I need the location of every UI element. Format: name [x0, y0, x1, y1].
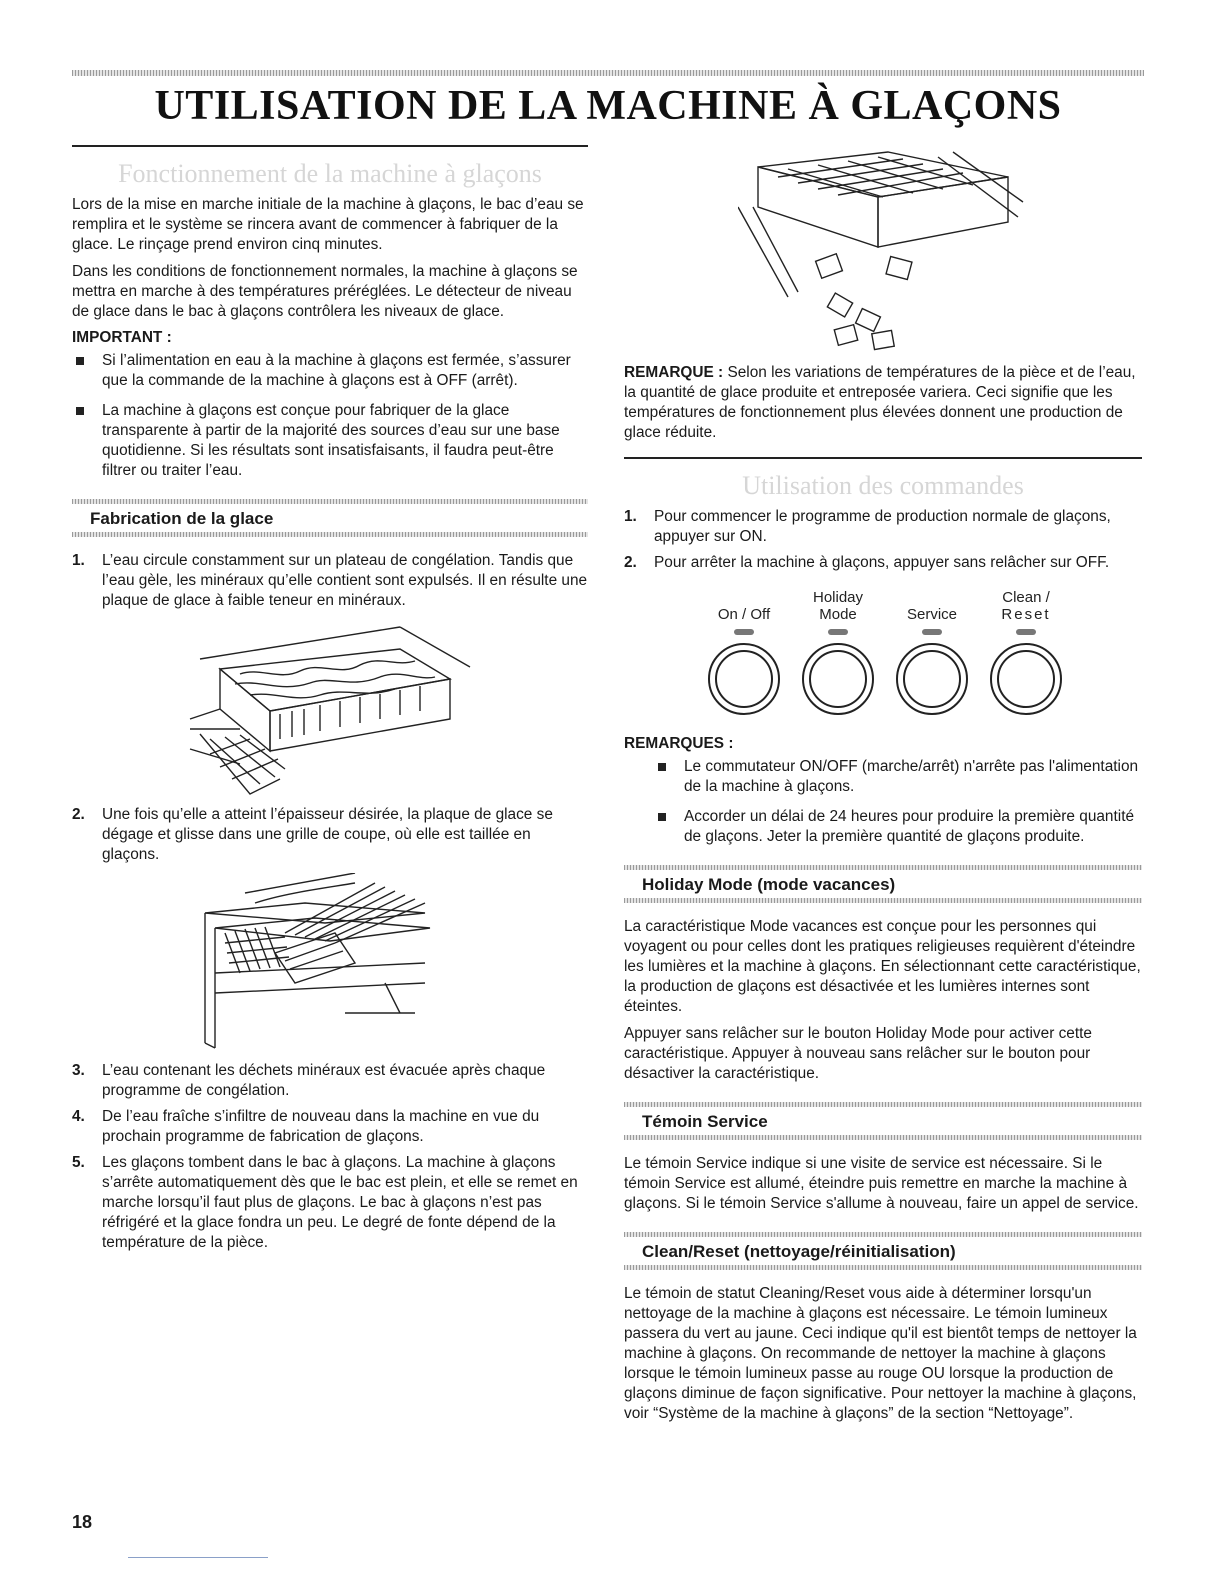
step-item: 3. L’eau contenant les déchets minéraux est évacuée après chaque programme de congélation. [72, 1062, 546, 1099]
step-item: 1. L’eau circule constamment sur un plateau de congélation. Tandis que l’eau gèle, les minéraux qu’elle contient sont expulsés. Il en résulte une plaque de glace à faible teneur en minéraux. [72, 552, 588, 609]
fabrication-steps-cont [72, 805, 588, 865]
control-steps [624, 507, 1142, 573]
holiday-paragraph-2: Appuyer sans relâcher sur le bouton Holiday Mode pour activer cette caractéristique. Appuyer à nouveau sans relâcher sur le bouton pour désactiver la caractéristique. [624, 1025, 1092, 1082]
right-column [624, 145, 1142, 1431]
section-rule [72, 145, 588, 147]
indicator-light [734, 629, 754, 635]
subsection-heading-fabrication: Fabrication de la glace [72, 499, 588, 537]
remarque-item: Le commutateur ON/OFF (marche/arrêt) n'arrête pas l'alimentation de la machine à glaçons. [654, 757, 1142, 797]
footer-rule [128, 1557, 268, 1558]
freezing-plate-illustration [180, 619, 480, 797]
square-bullet-icon [76, 407, 84, 415]
step-item: 2. Une fois qu’elle a atteint l’épaisseur désirée, la plaque de glace se dégage et glisse dans une grille de coupe, où elle est taillée en glaçons. [72, 806, 553, 863]
square-bullet-icon [658, 813, 666, 821]
clean-reset-paragraph: Le témoin de statut Cleaning/Reset vous aide à déterminer lorsqu'un nettoyage de la machine à glaçons est nécessaire. Le témoin lumineux passera du vert au jaune. Ceci indique qu'il est bientôt temps de nettoyer la machine à glaçons. On recommande de nettoyer la machine à glaçons lorsque le témoin lumineux passe au rouge OU lorsque la production de glaçons diminue de façon significative. Pour nettoyer la machine à glaçons, voir “Système de la machine à glaçons” de la section “Nettoyage”. [624, 1285, 1137, 1422]
indicator-light [1016, 629, 1036, 635]
square-bullet-icon [76, 357, 84, 365]
ice-bin-illustration [738, 147, 1028, 355]
section-heading-commandes: Utilisation des commandes [742, 471, 1024, 500]
service-paragraph: Le témoin Service indique si une visite de service est nécessaire. Si le témoin Service est allumé, éteindre puis remettre en marche la machine à glaçons. Si le témoin Service s'allume à nouveau, faire un appel de service. [624, 1155, 1139, 1212]
holiday-paragraph-1: La caractéristique Mode vacances est conçue pour les personnes qui voyagent ou pour celles dont les pratiques religieuses requièrent d'éteindre les lumières et la machine à glaçons. En sélectionnant cette caractéristique, la production de glaçons est désactivée et les lumières internes sont éteintes. [624, 918, 1141, 1015]
fabrication-steps [72, 551, 588, 611]
left-column [72, 145, 588, 1259]
step-item: 2. Pour arrêter la machine à glaçons, appuyer sans relâcher sur OFF. [624, 554, 1110, 571]
clean-reset-button[interactable] [990, 643, 1062, 715]
indicator-light [828, 629, 848, 635]
holiday-mode-button[interactable] [802, 643, 874, 715]
remarques-label: REMARQUES : [624, 735, 734, 752]
control-panel-diagram [624, 583, 1142, 731]
step-item: 4. De l’eau fraîche s’infiltre de nouveau dans la machine en vue du prochain programme de fabrication de glaçons. [72, 1108, 540, 1145]
section-heading-fonctionnement: Fonctionnement de la machine à glaçons [118, 159, 542, 188]
subsection-heading-clean-reset: Clean/Reset (nettoyage/réinitialisation) [624, 1232, 1142, 1270]
important-item: Si l’alimentation en eau à la machine à glaçons est fermée, s’assurer que la commande de la machine à glaçons est à OFF (arrêt). [72, 351, 588, 391]
holiday-mode-label: Holiday Mode [812, 589, 864, 623]
service-button[interactable] [896, 643, 968, 715]
subsection-heading-holiday: Holiday Mode (mode vacances) [624, 865, 1142, 903]
fabrication-steps-end [72, 1061, 588, 1253]
step-item: 1. Pour commencer le programme de production normale de glaçons, appuyer sur ON. [624, 508, 1111, 545]
page-title: UTILISATION DE LA MACHINE À GLAÇONS [154, 83, 1062, 129]
cutting-grid-illustration [185, 873, 475, 1053]
subsection-heading-service: Témoin Service [624, 1102, 1142, 1140]
on-off-label: On / Off [717, 606, 771, 623]
step-item: 5. Les glaçons tombent dans le bac à glaçons. La machine à glaçons s’arrête automatiquement dès que le bac est plein, et elle se remet en marche lorsqu’il faut plus de glaçons. Le bac à glaçons n’est pas réfrigéré et la glace fondra un peu. Le degré de fonte dépend de la température de la pièce. [72, 1154, 578, 1251]
clean-reset-label: Clean / Reset [1001, 589, 1051, 623]
intro-paragraph-2: Dans les conditions de fonctionnement normales, la machine à glaçons se mettra en marche à des températures préréglées. Le détecteur de niveau de glace dans le bac à glaçons contrôlera les niveaux de glace. [72, 263, 578, 320]
holiday-mode-control[interactable] [788, 583, 888, 715]
square-bullet-icon [658, 763, 666, 771]
on-off-control[interactable] [694, 583, 794, 715]
remarques-list [624, 757, 1142, 847]
important-item: La machine à glaçons est conçue pour fabriquer de la glace transparente à partir de la majorité des sources d’eau sur une base quotidienne. Si les résultats sont insatisfaisants, il faudra peut-être filtrer ou traiter l’eau. [72, 401, 588, 481]
remarque-label: REMARQUE : [624, 364, 724, 381]
remarque-item: Accorder un délai de 24 heures pour produire la première quantité de glaçons. Jeter la première quantité de glaçons produite. [654, 807, 1142, 847]
intro-paragraph-1: Lors de la mise en marche initiale de la machine à glaçons, le bac d’eau se remplira et le système se rincera avant de commencer à fabriquer de la glace. Le rinçage prend environ cinq minutes. [72, 196, 584, 253]
important-list [72, 351, 588, 481]
indicator-light [922, 629, 942, 635]
remarque-paragraph: REMARQUE : Selon les variations de températures de la pièce et de l’eau, la quantité de glace produite et entreposée variera. Ceci signifie que les températures de fonctionnement plus élevées donnent une production de glace réduite. [624, 364, 1136, 441]
service-control[interactable] [882, 583, 982, 715]
section-rule [624, 457, 1142, 459]
important-label: IMPORTANT : [72, 329, 172, 346]
top-decorative-rule [72, 70, 1144, 76]
service-label: Service [906, 606, 958, 623]
clean-reset-control[interactable] [976, 583, 1076, 715]
page-number: 18 [72, 1512, 93, 1532]
on-off-button[interactable] [708, 643, 780, 715]
